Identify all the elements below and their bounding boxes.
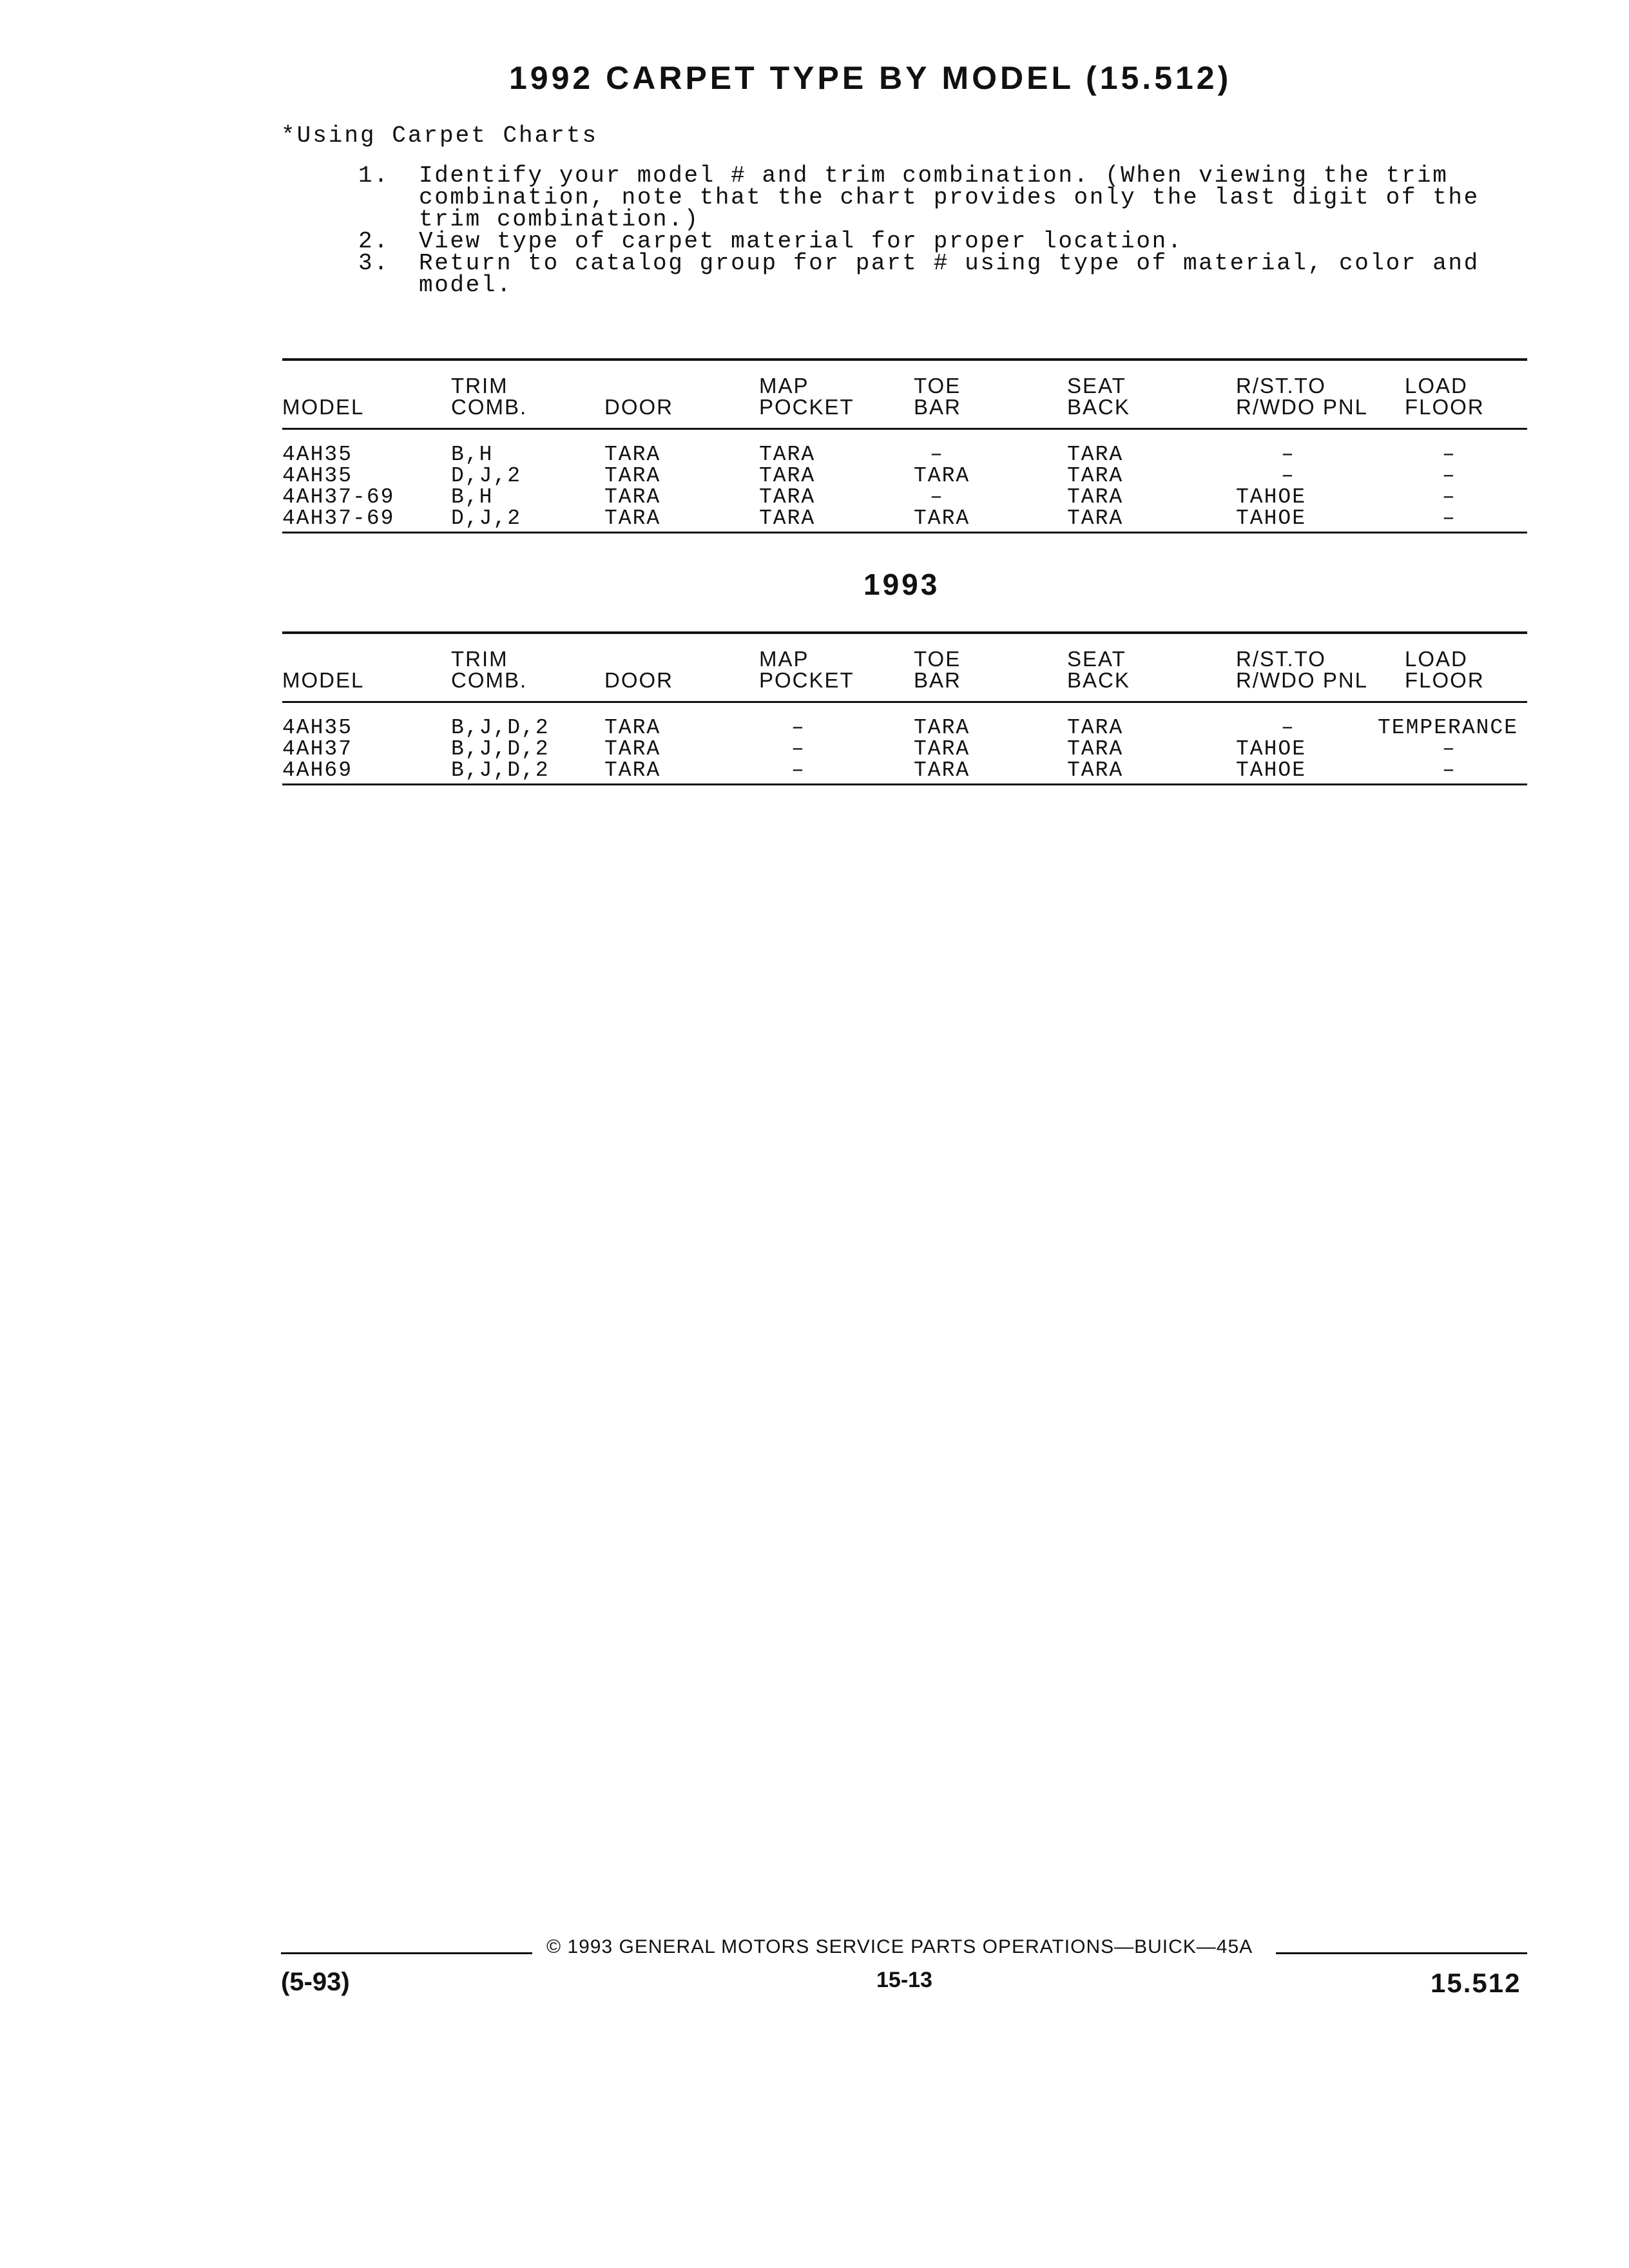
header-seat: SEAT xyxy=(1067,374,1126,398)
footer-rule-left xyxy=(281,1952,532,1954)
cell-model: 4AH35 xyxy=(282,464,353,488)
cell-toe-bar: TARA xyxy=(914,464,970,488)
cell-load-floor: TEMPERANCE xyxy=(1378,716,1519,740)
step-text: View type of carpet material for proper location. xyxy=(419,228,1183,255)
header-floor: FLOOR xyxy=(1405,395,1485,419)
instruction-step xyxy=(348,250,1482,298)
header-pocket: POCKET xyxy=(759,395,854,419)
header-door: DOOR xyxy=(604,395,673,419)
cell-rst-wdo: – xyxy=(1281,464,1295,488)
cell-load-floor: – xyxy=(1442,464,1456,488)
cell-door: TARA xyxy=(604,506,661,530)
footer-rule-right xyxy=(1276,1952,1527,1954)
cell-door: TARA xyxy=(604,758,661,782)
table-header xyxy=(282,361,1527,428)
cell-map-pocket: TARA xyxy=(759,485,816,509)
cell-trim: D,J,2 xyxy=(451,506,522,530)
year-heading-1993: 1993 xyxy=(863,568,940,601)
cell-load-floor: – xyxy=(1442,485,1456,509)
cell-load-floor: – xyxy=(1442,443,1456,466)
header-back: BACK xyxy=(1067,668,1130,692)
step-text: Return to catalog group for part # using type of material, color and model. xyxy=(419,250,1480,298)
cell-model: 4AH37 xyxy=(282,737,353,761)
table-bottom-rule xyxy=(282,783,1527,785)
cell-door: TARA xyxy=(604,716,661,740)
cell-trim: B,J,D,2 xyxy=(451,716,550,740)
page-title: 1992 CARPET TYPE BY MODEL (15.512) xyxy=(509,60,1232,96)
table-row xyxy=(282,443,1527,464)
cell-door: TARA xyxy=(604,737,661,761)
cell-seat-back: TARA xyxy=(1067,758,1124,782)
cell-model: 4AH35 xyxy=(282,716,353,740)
table-row xyxy=(282,506,1527,528)
header-comb: COMB. xyxy=(451,668,528,692)
cell-map-pocket: – xyxy=(791,758,805,782)
header-model: MODEL xyxy=(282,668,365,692)
cell-seat-back: TARA xyxy=(1067,716,1124,740)
cell-model: 4AH37-69 xyxy=(282,506,395,530)
cell-map-pocket: – xyxy=(791,716,805,740)
header-map: MAP xyxy=(759,647,809,671)
instruction-list xyxy=(348,162,1482,298)
cell-toe-bar: TARA xyxy=(914,758,970,782)
cell-trim: D,J,2 xyxy=(451,464,522,488)
footer-section-number: 15.512 xyxy=(1431,1968,1521,1998)
header-rst: R/ST.TO xyxy=(1236,374,1326,398)
table-row xyxy=(282,758,1527,780)
cell-rst-wdo: – xyxy=(1281,716,1295,740)
cell-map-pocket: TARA xyxy=(759,464,816,488)
cell-seat-back: TARA xyxy=(1067,464,1124,488)
header-door: DOOR xyxy=(604,668,673,692)
table-1993 xyxy=(282,631,1527,785)
step-text: Identify your model # and trim combination. (When viewing the trim combination, note that the chart provides only the last digit of the trim combination.) xyxy=(419,162,1480,233)
header-floor: FLOOR xyxy=(1405,668,1485,692)
cell-door: TARA xyxy=(604,485,661,509)
cell-trim: B,H xyxy=(451,485,494,509)
cell-seat-back: TARA xyxy=(1067,506,1124,530)
header-load: LOAD xyxy=(1405,374,1468,398)
header-seat: SEAT xyxy=(1067,647,1126,671)
header-model: MODEL xyxy=(282,395,365,419)
cell-toe-bar: TARA xyxy=(914,737,970,761)
cell-load-floor: – xyxy=(1442,737,1456,761)
table-1992 xyxy=(282,358,1527,533)
table-bottom-rule xyxy=(282,532,1527,533)
step-number: 3. xyxy=(358,250,390,276)
step-number: 1. xyxy=(358,162,390,189)
footer-copyright: © 1993 GENERAL MOTORS SERVICE PARTS OPERATIONS—BUICK—45A xyxy=(546,1936,1253,1957)
intro-heading: *Using Carpet Charts xyxy=(281,122,599,149)
header-toe: TOE xyxy=(914,647,961,671)
cell-toe-bar: TARA xyxy=(914,716,970,740)
cell-map-pocket: TARA xyxy=(759,506,816,530)
cell-model: 4AH37-69 xyxy=(282,485,395,509)
header-wdo-pnl: R/WDO PNL xyxy=(1236,668,1369,692)
cell-model: 4AH69 xyxy=(282,758,353,782)
header-load: LOAD xyxy=(1405,647,1468,671)
step-number: 2. xyxy=(358,228,390,255)
cell-seat-back: TARA xyxy=(1067,485,1124,509)
cell-load-floor: – xyxy=(1442,506,1456,530)
header-pocket: POCKET xyxy=(759,668,854,692)
cell-model: 4AH35 xyxy=(282,443,353,466)
header-bar: BAR xyxy=(914,395,961,419)
instruction-step xyxy=(348,162,1482,233)
cell-seat-back: TARA xyxy=(1067,737,1124,761)
cell-toe-bar: – xyxy=(930,443,944,466)
table-row xyxy=(282,716,1527,740)
cell-rst-wdo: TAHOE xyxy=(1236,506,1307,530)
footer-date: (5-93) xyxy=(281,1968,350,1996)
cell-load-floor: – xyxy=(1442,758,1456,782)
cell-trim: B,J,D,2 xyxy=(451,758,550,782)
header-map: MAP xyxy=(759,374,809,398)
cell-trim: B,J,D,2 xyxy=(451,737,550,761)
cell-map-pocket: TARA xyxy=(759,443,816,466)
cell-toe-bar: – xyxy=(930,485,944,509)
header-bar: BAR xyxy=(914,668,961,692)
table-row xyxy=(282,464,1527,488)
header-trim: TRIM xyxy=(451,374,508,398)
header-back: BACK xyxy=(1067,395,1130,419)
cell-rst-wdo: – xyxy=(1281,443,1295,466)
header-toe: TOE xyxy=(914,374,961,398)
cell-map-pocket: – xyxy=(791,737,805,761)
cell-door: TARA xyxy=(604,464,661,488)
header-trim: TRIM xyxy=(451,647,508,671)
table-header xyxy=(282,634,1527,701)
instruction-step xyxy=(348,228,1482,255)
header-rst: R/ST.TO xyxy=(1236,647,1326,671)
header-wdo-pnl: R/WDO PNL xyxy=(1236,395,1369,419)
cell-seat-back: TARA xyxy=(1067,443,1124,466)
cell-trim: B,H xyxy=(451,443,494,466)
cell-rst-wdo: TAHOE xyxy=(1236,758,1307,782)
cell-door: TARA xyxy=(604,443,661,466)
cell-rst-wdo: TAHOE xyxy=(1236,485,1307,509)
table-row xyxy=(282,485,1527,509)
cell-toe-bar: TARA xyxy=(914,506,970,530)
cell-rst-wdo: TAHOE xyxy=(1236,737,1307,761)
footer-page-number: 15-13 xyxy=(876,1968,932,1992)
table-row xyxy=(282,737,1527,761)
header-comb: COMB. xyxy=(451,395,528,419)
